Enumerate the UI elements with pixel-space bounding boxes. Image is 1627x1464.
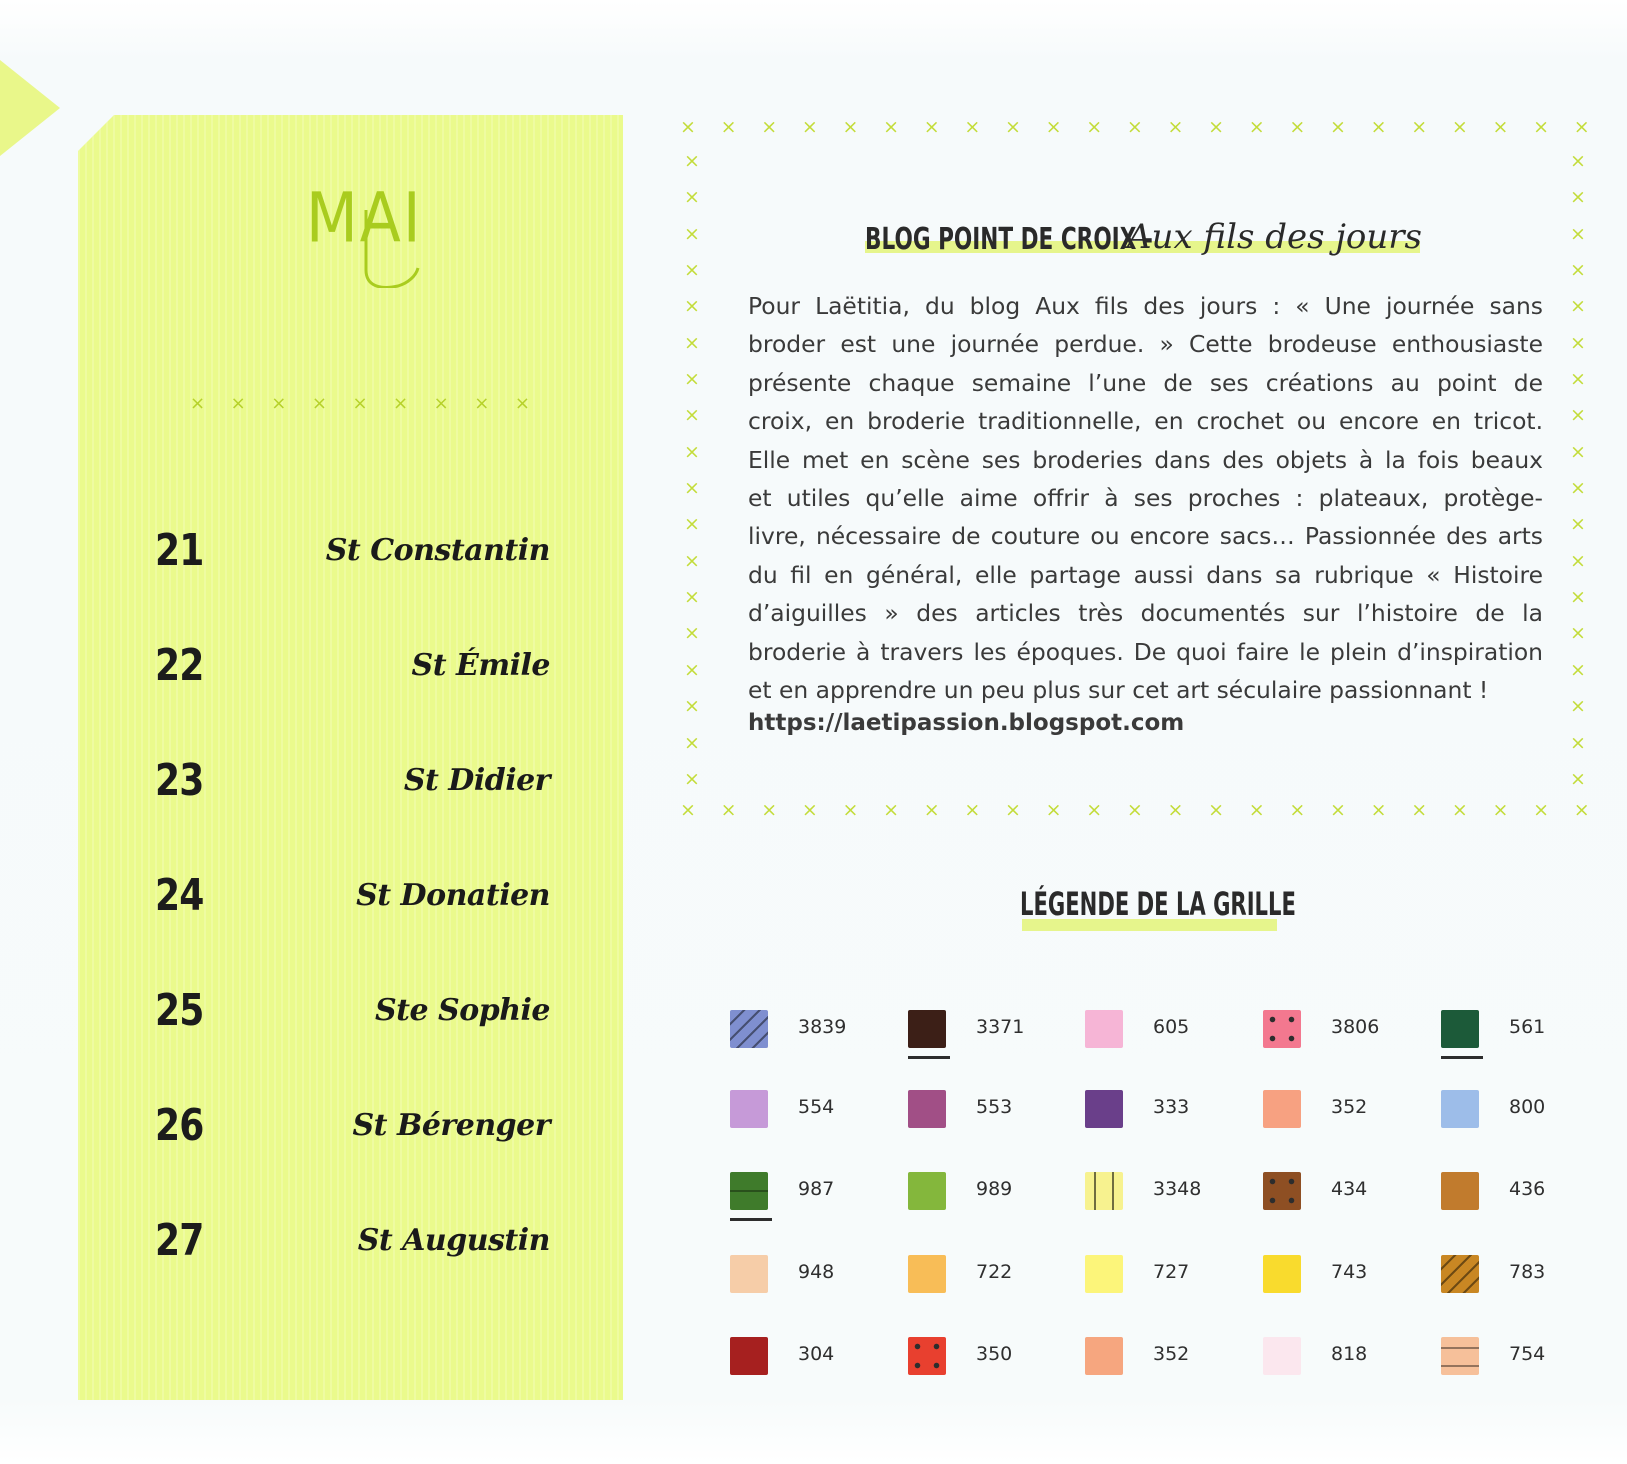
cross-stitch-icon: × — [1289, 116, 1306, 138]
cross-stitch-icon: × — [684, 186, 700, 209]
cross-stitch-icon: × — [684, 295, 700, 318]
cross-stitch-icon: × — [1492, 116, 1509, 138]
blog-heading — [865, 205, 1425, 257]
cross-stitch-icon: × — [684, 222, 700, 245]
paragraph-line: croix, en broderie traditionnelle, en crochet ou encore en tricot. — [748, 407, 1543, 436]
blog-box — [680, 100, 1590, 821]
cross-stitch-icon: × — [1411, 799, 1428, 821]
cross-stitch-icon: × — [1167, 799, 1184, 821]
saint-name: St Augustin — [357, 1222, 550, 1258]
cross-stitch-icon: × — [923, 799, 940, 821]
thread-code: 554 — [798, 1096, 835, 1118]
cross-stitch-icon: × — [1167, 116, 1184, 138]
paragraph-line: Pour Laëtitia, du blog Aux fils des jours : « Une journée sans — [748, 292, 1543, 320]
day-number: 24 — [155, 869, 204, 921]
color-swatch — [1085, 1255, 1123, 1293]
cross-stitch-icon: × — [1248, 116, 1265, 138]
thread-code: 783 — [1509, 1261, 1546, 1283]
legend-item — [1085, 1172, 1245, 1222]
dots-icon — [1263, 1172, 1301, 1210]
thread-code: 727 — [1153, 1261, 1190, 1283]
calendar-day-row — [155, 980, 550, 1040]
cross-stitch-icon: × — [1370, 799, 1387, 821]
thread-code: 989 — [976, 1178, 1013, 1200]
color-swatch — [730, 1090, 768, 1128]
cross-stitch-icon: × — [1005, 116, 1021, 138]
dots-icon — [908, 1337, 946, 1375]
day-number: 27 — [155, 1214, 204, 1266]
cross-stitch-icon: × — [1086, 799, 1103, 821]
saint-name: St Donatien — [356, 877, 550, 913]
thread-code: 722 — [976, 1261, 1013, 1283]
cross-stitch-icon: × — [1570, 477, 1586, 500]
cross-stitch-icon: × — [923, 116, 940, 138]
legend-item — [1263, 1090, 1423, 1140]
color-swatch — [1263, 1255, 1301, 1293]
legend-item — [1263, 1172, 1423, 1222]
paragraph-line: Elle met en scène ses broderies dans des objets à la fois beaux — [748, 445, 1543, 474]
cross-stitch-icon: × — [1533, 116, 1550, 138]
cross-stitch-icon: × — [190, 392, 206, 414]
stitch-border-top — [680, 115, 1590, 139]
cross-stitch-icon: × — [1330, 799, 1346, 821]
legend-item — [908, 1255, 1068, 1305]
color-swatch — [908, 1172, 946, 1210]
thread-code: 3839 — [798, 1016, 847, 1038]
cross-stitch-icon: × — [680, 116, 696, 138]
cross-stitch-icon: × — [1086, 116, 1103, 138]
cross-stitch-icon: × — [514, 392, 530, 414]
cross-stitch-icon: × — [1570, 222, 1586, 245]
cross-stitch-icon: × — [1289, 799, 1306, 821]
legend-item — [1085, 1090, 1245, 1140]
day-number: 26 — [155, 1099, 204, 1151]
paragraph-line: broder est une journée perdue. » Cette brodeuse enthousiaste — [748, 330, 1543, 359]
cross-stitch-icon: × — [1570, 331, 1586, 354]
color-swatch — [1441, 1172, 1479, 1210]
thread-code: 3371 — [976, 1016, 1025, 1038]
cross-stitch-icon: × — [1126, 799, 1143, 821]
cross-stitch-icon: × — [1570, 440, 1586, 463]
cross-stitch-icon: × — [680, 799, 696, 821]
thread-code: 561 — [1509, 1016, 1546, 1038]
legend-title-text: LÉGENDE DE LA GRILLE — [1020, 885, 1296, 923]
cross-stitch-icon: × — [684, 259, 700, 282]
thread-code: 605 — [1153, 1016, 1190, 1038]
paragraph-line: livre, nécessaire de couture ou encore sacs… Passionnée des arts — [748, 522, 1543, 551]
cross-stitch-icon: × — [1570, 731, 1586, 754]
cross-stitch-icon: × — [684, 586, 700, 609]
cross-stitch-icon: × — [684, 440, 700, 463]
cross-stitch-icon: × — [684, 404, 700, 427]
cross-stitch-icon: × — [1570, 549, 1586, 572]
grid-underline-icon — [730, 1172, 768, 1210]
legend-item — [908, 1172, 1068, 1222]
color-swatch — [1085, 1010, 1123, 1048]
thread-code: 754 — [1509, 1343, 1546, 1365]
cross-stitch-icon: × — [1533, 799, 1550, 821]
legend-item — [730, 1010, 890, 1060]
cross-stitch-icon: × — [842, 799, 859, 821]
corner-tab-decoration — [0, 60, 60, 156]
cross-stitch-icon: × — [761, 799, 778, 821]
underline-icon — [908, 1010, 946, 1048]
cross-stitch-icon: × — [1045, 799, 1062, 821]
cross-stitch-icon: × — [1208, 799, 1225, 821]
thread-code: 333 — [1153, 1096, 1190, 1118]
diag-lines-icon — [1441, 1255, 1479, 1293]
thread-code: 948 — [798, 1261, 835, 1283]
paragraph-line: et utiles qu’elle aime offrir à ses proches : plateaux, protège- — [748, 484, 1543, 513]
cross-stitch-icon: × — [1126, 116, 1143, 138]
calendar-day-row — [155, 635, 550, 695]
cross-stitch-icon: × — [1492, 799, 1509, 821]
color-swatch — [730, 1255, 768, 1293]
saint-name: St Émile — [411, 647, 550, 683]
cross-stitch-icon: × — [1570, 186, 1586, 209]
cross-stitch-icon: × — [720, 799, 737, 821]
cross-stitch-icon: × — [684, 477, 700, 500]
cross-stitch-icon: × — [684, 695, 700, 718]
cross-stitch-icon: × — [1570, 767, 1586, 790]
dots-icon — [1263, 1010, 1301, 1048]
legend-item — [1441, 1337, 1601, 1387]
paragraph-line: du fil en général, elle partage aussi dans sa rubrique « Histoire — [748, 560, 1543, 589]
legend-item — [1441, 1010, 1601, 1060]
thread-code: 352 — [1153, 1343, 1190, 1365]
thread-code: 3806 — [1331, 1016, 1380, 1038]
legend-item — [908, 1010, 1068, 1060]
day-number: 23 — [155, 754, 204, 806]
legend-item — [908, 1090, 1068, 1140]
cross-stitch-icon: × — [684, 368, 700, 391]
cross-stitch-icon: × — [1411, 116, 1428, 138]
thread-code: 553 — [976, 1096, 1013, 1118]
cross-stitch-icon: × — [801, 116, 818, 138]
cross-stitch-icon: × — [1573, 116, 1590, 138]
cross-stitch-icon: × — [1451, 116, 1468, 138]
legend-item — [730, 1337, 890, 1387]
thread-code: 818 — [1331, 1343, 1368, 1365]
cross-stitch-icon: × — [474, 392, 490, 414]
thread-code: 352 — [1331, 1096, 1368, 1118]
cross-stitch-icon: × — [684, 658, 700, 681]
stitch-border-bottom — [680, 798, 1590, 822]
color-swatch — [908, 1090, 946, 1128]
cross-stitch-icon: × — [1330, 116, 1346, 138]
legend-item — [730, 1172, 890, 1222]
cross-stitch-icon: × — [1570, 150, 1586, 172]
cross-stitch-icon: × — [1005, 799, 1021, 821]
saint-name: St Bérenger — [352, 1107, 550, 1143]
vertical-lines-icon — [1085, 1172, 1123, 1210]
cross-stitch-icon: × — [684, 767, 700, 790]
cross-stitch-icon: × — [883, 799, 900, 821]
cross-stitch-icon: × — [1370, 116, 1387, 138]
thread-code: 434 — [1331, 1178, 1368, 1200]
calendar-day-row — [155, 750, 550, 810]
legend-item — [1085, 1255, 1245, 1305]
cross-stitch-icon: × — [684, 731, 700, 754]
cross-stitch-icon: × — [964, 799, 981, 821]
calendar-stitch-divider — [190, 392, 530, 414]
saint-name: St Didier — [403, 762, 550, 798]
saint-name: Ste Sophie — [375, 992, 550, 1028]
cross-stitch-icon: × — [801, 799, 818, 821]
blog-heading-main: BLOG POINT DE CROIX - — [865, 222, 1153, 257]
cross-stitch-icon: × — [842, 116, 859, 138]
cross-stitch-icon: × — [1570, 404, 1586, 427]
cross-stitch-icon: × — [684, 549, 700, 572]
cross-stitch-icon: × — [1570, 622, 1586, 645]
paragraph-line: et en apprendre un peu plus sur cet art séculaire passionnant ! — [748, 676, 1489, 705]
cross-stitch-icon: × — [684, 513, 700, 536]
blog-paragraph — [748, 287, 1543, 709]
paragraph-line: broderie à travers les époques. De quoi faire le plein d’inspiration — [748, 637, 1543, 666]
legend-item — [908, 1337, 1068, 1387]
calendar-day-row — [155, 520, 550, 580]
calendar-day-row — [155, 865, 550, 925]
stitch-border-right — [1566, 150, 1590, 790]
cross-stitch-icon: × — [883, 116, 900, 138]
stitch-border-left — [680, 150, 704, 790]
legend-item — [1085, 1010, 1245, 1060]
cross-stitch-icon: × — [1570, 658, 1586, 681]
color-swatch — [730, 1337, 768, 1375]
cross-stitch-icon: × — [1208, 116, 1225, 138]
cross-stitch-icon: × — [1573, 799, 1590, 821]
thread-code: 800 — [1509, 1096, 1546, 1118]
cross-stitch-icon: × — [230, 392, 246, 414]
cross-stitch-icon: × — [1570, 368, 1586, 391]
legend-item — [1263, 1337, 1423, 1387]
cross-stitch-icon: × — [311, 392, 327, 414]
cross-stitch-icon: × — [352, 392, 368, 414]
thread-code: 743 — [1331, 1261, 1368, 1283]
legend-item — [1441, 1090, 1601, 1140]
thread-code: 987 — [798, 1178, 835, 1200]
cross-stitch-icon: × — [684, 622, 700, 645]
saint-name: St Constantin — [325, 532, 550, 568]
cross-stitch-icon: × — [1451, 799, 1468, 821]
legend-item — [730, 1255, 890, 1305]
paragraph-line: présente chaque semaine l’une de ses créations au point de — [748, 368, 1543, 397]
month-title — [270, 178, 450, 288]
cross-stitch-icon: × — [393, 392, 409, 414]
legend-item — [1441, 1255, 1601, 1305]
legend-item — [1085, 1337, 1245, 1387]
day-number: 22 — [155, 639, 204, 691]
cross-stitch-icon: × — [1045, 116, 1062, 138]
color-swatch — [1263, 1090, 1301, 1128]
legend-item — [1441, 1172, 1601, 1222]
color-swatch — [1263, 1337, 1301, 1375]
day-number: 21 — [155, 524, 204, 576]
legend-item — [1263, 1010, 1423, 1060]
color-swatch — [1085, 1337, 1123, 1375]
thread-code: 304 — [798, 1343, 835, 1365]
cross-stitch-icon: × — [964, 116, 981, 138]
legend-title — [1020, 885, 1296, 935]
cross-stitch-icon: × — [271, 392, 287, 414]
cross-stitch-icon: × — [1570, 586, 1586, 609]
color-swatch — [908, 1255, 946, 1293]
thread-code: 3348 — [1153, 1178, 1202, 1200]
cross-stitch-icon: × — [720, 116, 737, 138]
cross-stitch-icon: × — [1570, 513, 1586, 536]
day-number: 25 — [155, 984, 204, 1036]
color-swatch — [1085, 1090, 1123, 1128]
calendar-day-row — [155, 1095, 550, 1155]
blog-heading-script: Aux fils des jours — [1127, 217, 1422, 257]
calendar-day-row — [155, 1210, 550, 1270]
thread-code: 436 — [1509, 1178, 1546, 1200]
horizontal-lines-icon — [1441, 1337, 1479, 1375]
paragraph-line: d’aiguilles » des articles très documentés sur l’histoire de la — [748, 599, 1543, 628]
thread-code: 350 — [976, 1343, 1013, 1365]
cross-stitch-icon: × — [1570, 295, 1586, 318]
cross-stitch-icon: × — [1570, 695, 1586, 718]
diag-lines-icon — [730, 1010, 768, 1048]
cross-stitch-icon: × — [761, 116, 778, 138]
cross-stitch-icon: × — [684, 150, 700, 172]
month-label: MAI — [306, 178, 423, 259]
legend-item — [1263, 1255, 1423, 1305]
cross-stitch-icon: × — [684, 331, 700, 354]
blog-url-link[interactable]: https://laetipassion.blogspot.com — [748, 710, 1185, 736]
legend-item — [730, 1090, 890, 1140]
color-swatch — [1441, 1090, 1479, 1128]
cross-stitch-icon: × — [433, 392, 449, 414]
cross-stitch-icon: × — [1570, 259, 1586, 282]
underline-icon — [1441, 1010, 1479, 1048]
cross-stitch-icon: × — [1248, 799, 1265, 821]
